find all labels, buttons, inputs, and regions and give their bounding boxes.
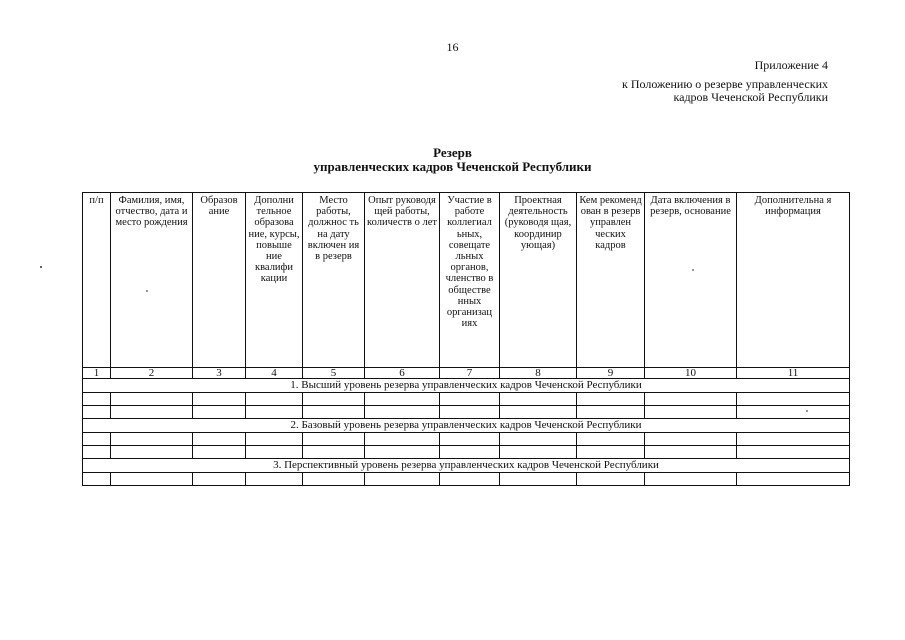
table-cell[interactable]: [111, 393, 193, 406]
table-cell[interactable]: [737, 406, 850, 419]
table-cell[interactable]: [303, 446, 365, 459]
table-cell[interactable]: [83, 473, 111, 486]
table-cell[interactable]: [83, 406, 111, 419]
column-header: Кем рекоменд ован в резерв управлен ческих кадров: [577, 193, 645, 368]
table-row: [83, 433, 850, 446]
column-header: Место работы, должнос ть на дату включен ия в резерв: [303, 193, 365, 368]
column-header: Проектная деятельность (руководя щая, координир ующая): [500, 193, 577, 368]
table-cell[interactable]: [737, 446, 850, 459]
table-cell[interactable]: [111, 473, 193, 486]
table-cell[interactable]: [500, 446, 577, 459]
table-row: [83, 406, 850, 419]
column-number: 2: [111, 368, 193, 379]
table-cell[interactable]: [645, 433, 737, 446]
document-title-line-2: управленческих кадров Чеченской Республики: [313, 159, 592, 174]
appendix-reference-line-2: кадров Чеченской Республики: [673, 90, 828, 104]
table-cell[interactable]: [577, 406, 645, 419]
table-cell[interactable]: [193, 433, 246, 446]
table-cell[interactable]: [500, 473, 577, 486]
table-cell[interactable]: [440, 393, 500, 406]
table-cell[interactable]: [737, 473, 850, 486]
table-cell[interactable]: [193, 406, 246, 419]
table-cell[interactable]: [440, 433, 500, 446]
section-title: 3. Перспективный уровень резерва управленческих кадров Чеченской Республики: [83, 459, 850, 473]
table-cell[interactable]: [303, 473, 365, 486]
table-cell[interactable]: [365, 406, 440, 419]
table-cell[interactable]: [111, 446, 193, 459]
table-cell[interactable]: [303, 393, 365, 406]
table-cell[interactable]: [246, 406, 303, 419]
document-title-line-1: Резерв: [433, 145, 472, 160]
table-cell[interactable]: [246, 446, 303, 459]
table-cell[interactable]: [246, 433, 303, 446]
section-header-row: [83, 379, 850, 393]
column-header: Участие в работе коллегиал ьных, совещате льных органов, членство в обществе нных организац иях: [440, 193, 500, 368]
column-number: 1: [83, 368, 111, 379]
table-cell[interactable]: [365, 446, 440, 459]
table-cell[interactable]: [365, 393, 440, 406]
table-row: [83, 473, 850, 486]
table-cell[interactable]: [111, 406, 193, 419]
table-cell[interactable]: [83, 393, 111, 406]
reserve-table: [82, 192, 850, 486]
column-number: 11: [737, 368, 850, 379]
table-row: [83, 393, 850, 406]
table-cell[interactable]: [440, 446, 500, 459]
section-header-row: [83, 419, 850, 433]
appendix-title: Приложение 4: [754, 58, 828, 72]
column-number: 8: [500, 368, 577, 379]
section-title: 1. Высший уровень резерва управленческих кадров Чеченской Республики: [83, 379, 850, 393]
column-number: 4: [246, 368, 303, 379]
column-header: Дополни тельное образова ние, курсы, повыше ние квалифи кации: [246, 193, 303, 368]
column-number: 3: [193, 368, 246, 379]
table-cell[interactable]: [500, 406, 577, 419]
table-cell[interactable]: [440, 473, 500, 486]
table-cell[interactable]: [645, 446, 737, 459]
table-row: [83, 446, 850, 459]
column-header: Опыт руководя щей работы, количеств о лет: [365, 193, 440, 368]
appendix-reference-line-1: к Положению о резерве управленческих: [622, 77, 828, 91]
table-cell[interactable]: [577, 473, 645, 486]
section-header-row: [83, 459, 850, 473]
column-header: Фамилия, имя, отчество, дата и место рождения: [111, 193, 193, 368]
table-cell[interactable]: [645, 406, 737, 419]
scan-speck: [40, 266, 42, 268]
table-cell[interactable]: [83, 446, 111, 459]
column-number: 9: [577, 368, 645, 379]
table-cell[interactable]: [111, 433, 193, 446]
document-title: [0, 146, 905, 174]
table-cell[interactable]: [645, 393, 737, 406]
table-cell[interactable]: [440, 406, 500, 419]
page-number: 16: [446, 40, 459, 54]
column-header: п/п: [83, 193, 111, 368]
column-number: 7: [440, 368, 500, 379]
table-cell[interactable]: [577, 393, 645, 406]
table-cell[interactable]: [246, 393, 303, 406]
table-cell[interactable]: [577, 433, 645, 446]
table-cell[interactable]: [737, 393, 850, 406]
column-number: 5: [303, 368, 365, 379]
table-cell[interactable]: [645, 473, 737, 486]
column-number: 10: [645, 368, 737, 379]
column-header: Дополнительна я информация: [737, 193, 850, 368]
table-cell[interactable]: [737, 433, 850, 446]
column-number: 6: [365, 368, 440, 379]
table-cell[interactable]: [246, 473, 303, 486]
table-cell[interactable]: [193, 393, 246, 406]
table-cell[interactable]: [365, 473, 440, 486]
table-cell[interactable]: [83, 433, 111, 446]
table-cell[interactable]: [303, 433, 365, 446]
table-cell[interactable]: [577, 446, 645, 459]
table-cell[interactable]: [193, 473, 246, 486]
table-cell[interactable]: [365, 433, 440, 446]
column-header: Дата включения в резерв, основание: [645, 193, 737, 368]
table-cell[interactable]: [303, 406, 365, 419]
appendix-reference: [498, 78, 828, 104]
table-cell[interactable]: [500, 393, 577, 406]
column-header: Образов ание: [193, 193, 246, 368]
section-title: 2. Базовый уровень резерва управленческих кадров Чеченской Республики: [83, 419, 850, 433]
table-header-row: [83, 193, 850, 368]
column-number-row: [83, 368, 850, 379]
table-cell[interactable]: [193, 446, 246, 459]
table-cell[interactable]: [500, 433, 577, 446]
